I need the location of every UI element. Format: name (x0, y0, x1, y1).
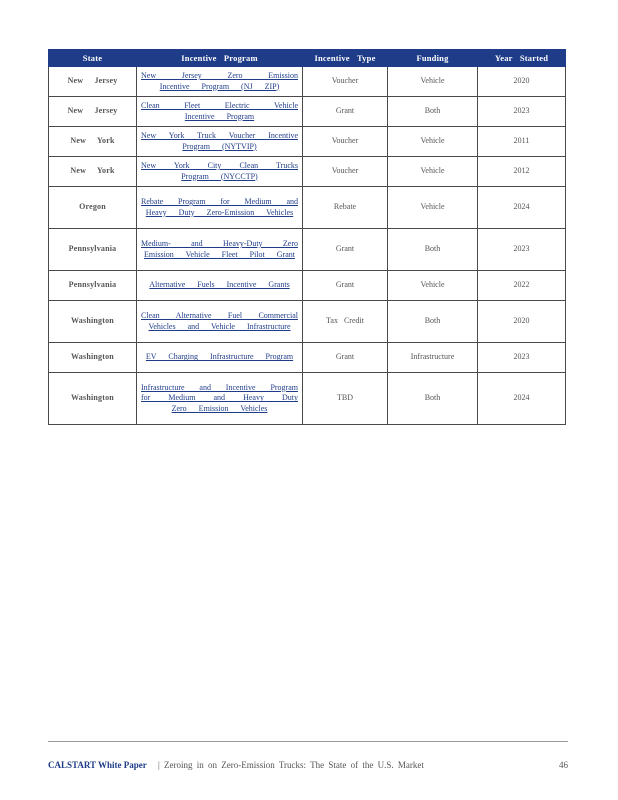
funding-cell: Infrastructure (388, 343, 478, 373)
year-cell: 2012 (478, 157, 566, 187)
year-cell: 2022 (478, 271, 566, 301)
state-cell: Pennsylvania (49, 271, 137, 301)
type-cell: Grant (303, 97, 388, 127)
program-link-cell[interactable] (137, 127, 303, 157)
funding-cell: Vehicle (388, 127, 478, 157)
year-cell: 2020 (478, 301, 566, 343)
funding-cell: Both (388, 301, 478, 343)
header-incentive-program: Incentive Program (137, 50, 303, 67)
page-number: 46 (559, 760, 568, 770)
state-cell: New Jersey (49, 97, 137, 127)
year-cell: 2020 (478, 67, 566, 97)
state-cell: Washington (49, 301, 137, 343)
funding-cell: Both (388, 229, 478, 271)
program-link[interactable]: New York City Clean Trucks Program (NYCCTP) (141, 161, 298, 181)
type-cell: Rebate (303, 187, 388, 229)
table-row (49, 373, 566, 425)
year-cell: 2024 (478, 187, 566, 229)
state-cell: Oregon (49, 187, 137, 229)
funding-cell: Both (388, 373, 478, 425)
program-link-cell[interactable] (137, 271, 303, 301)
funding-cell: Vehicle (388, 157, 478, 187)
program-link-cell[interactable] (137, 229, 303, 271)
type-cell: Tax Credit (303, 301, 388, 343)
year-cell: 2023 (478, 343, 566, 373)
type-cell: Voucher (303, 127, 388, 157)
type-cell: Grant (303, 271, 388, 301)
state-cell: Washington (49, 373, 137, 425)
header-year-started: Year Started (478, 50, 566, 67)
program-link[interactable]: Rebate Program for Medium and Heavy Duty Zero-Emission Vehicles (141, 197, 298, 217)
program-link-cell[interactable] (137, 373, 303, 425)
table-header-row (49, 50, 566, 67)
page-footer (48, 760, 568, 774)
state-cell: New York (49, 127, 137, 157)
program-link[interactable]: Medium- and Heavy-Duty Zero Emission Vehicle Fleet Pilot Grant (141, 239, 298, 259)
program-link-cell[interactable] (137, 187, 303, 229)
year-cell: 2011 (478, 127, 566, 157)
header-incentive-type: Incentive Type (303, 50, 388, 67)
state-cell: New York (49, 157, 137, 187)
table-row (49, 271, 566, 301)
program-link-cell[interactable] (137, 301, 303, 343)
type-cell: Voucher (303, 157, 388, 187)
type-cell: Voucher (303, 67, 388, 97)
program-link[interactable]: EV Charging Infrastructure Program (145, 352, 294, 362)
header-state: State (49, 50, 137, 67)
funding-cell: Both (388, 97, 478, 127)
table-row (49, 97, 566, 127)
program-link[interactable]: Alternative Fuels Incentive Grants (149, 280, 290, 290)
program-link[interactable]: Clean Fleet Electric Vehicle Incentive Program (141, 101, 298, 121)
program-link[interactable]: New York Truck Voucher Incentive Program (NYTVIP) (141, 131, 298, 151)
year-cell: 2023 (478, 229, 566, 271)
year-cell: 2024 (478, 373, 566, 425)
footer-title: | Zeroing in on Zero-Emission Trucks: The State of the U.S. Market (158, 760, 424, 770)
program-link-cell[interactable] (137, 67, 303, 97)
table-row (49, 127, 566, 157)
table-row (49, 229, 566, 271)
program-link-cell[interactable] (137, 157, 303, 187)
table-row (49, 187, 566, 229)
funding-cell: Vehicle (388, 271, 478, 301)
program-link-cell[interactable] (137, 97, 303, 127)
header-funding: Funding (388, 50, 478, 67)
year-cell: 2023 (478, 97, 566, 127)
program-link[interactable]: Infrastructure and Incentive Program for Medium and Heavy Duty Zero Emission Vehicles (141, 382, 298, 413)
program-link[interactable]: New Jersey Zero Emission Incentive Program (NJ ZIP) (141, 71, 298, 91)
table-row (49, 157, 566, 187)
type-cell: Grant (303, 229, 388, 271)
state-cell: New Jersey (49, 67, 137, 97)
table-row (49, 301, 566, 343)
program-link[interactable]: Clean Alternative Fuel Commercial Vehicles and Vehicle Infrastructure (141, 311, 298, 331)
program-link-cell[interactable] (137, 343, 303, 373)
funding-cell: Vehicle (388, 67, 478, 97)
funding-cell: Vehicle (388, 187, 478, 229)
type-cell: TBD (303, 373, 388, 425)
incentive-programs-table (48, 49, 566, 425)
state-cell: Washington (49, 343, 137, 373)
table-row (49, 343, 566, 373)
state-cell: Pennsylvania (49, 229, 137, 271)
footer-brand: CALSTART White Paper (48, 760, 147, 770)
footer-divider (48, 741, 568, 742)
table-row (49, 67, 566, 97)
type-cell: Grant (303, 343, 388, 373)
